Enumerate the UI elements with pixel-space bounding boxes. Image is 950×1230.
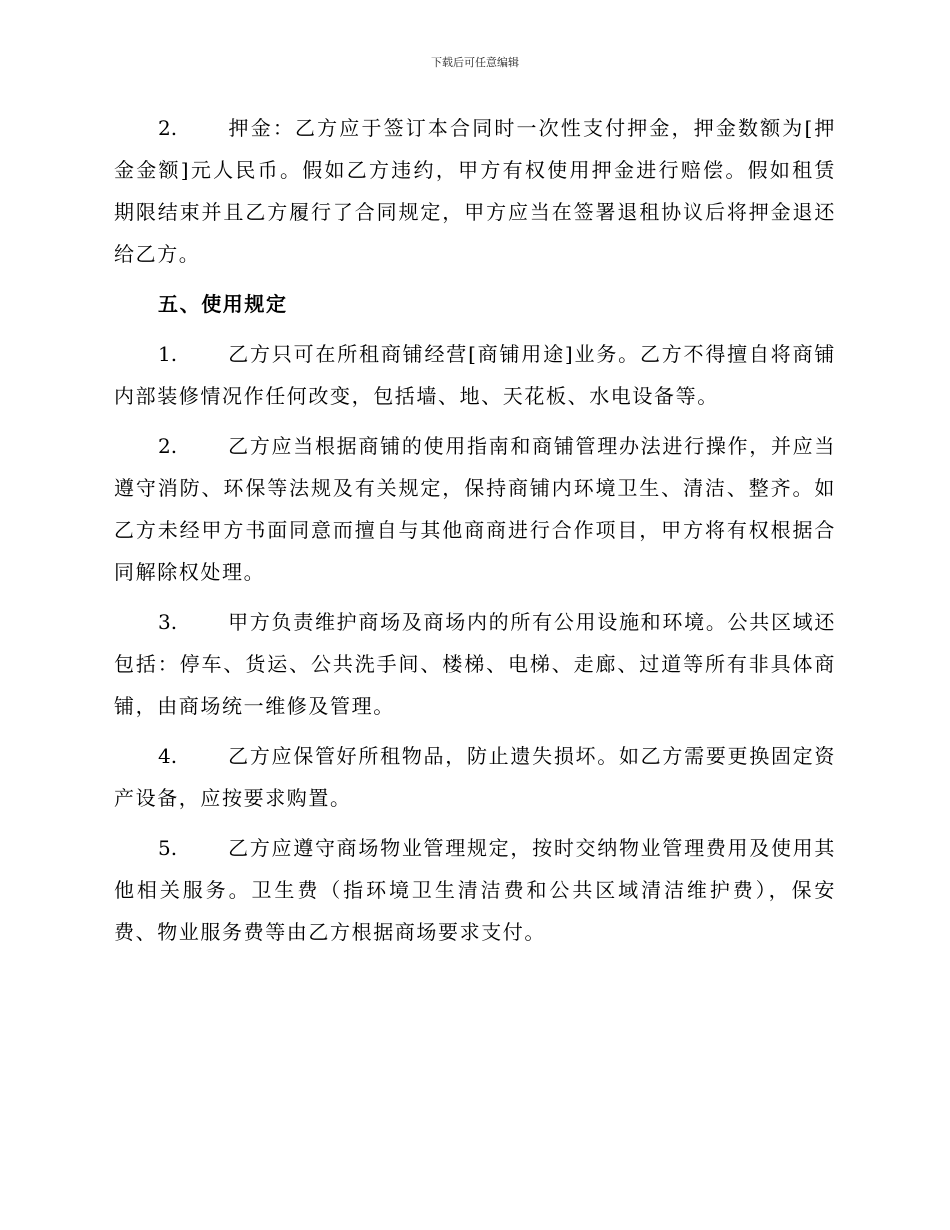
- clause-number: 5.: [158, 836, 178, 860]
- clause-text: 乙方应当根据商铺的使用指南和商铺管理办法进行操作，并应当遵守消防、环保等法规及有关规定，保持商铺内环境卫生、清洁、整齐。如乙方未经甲方书面同意而擅自与其他商商进行合作项目，甲方将有权根据合同解除权处理。: [114, 434, 836, 584]
- deposit-clause: [114, 107, 836, 275]
- clause-text: 乙方应保管好所租物品，防止遗失损坏。如乙方需要更换固定资产设备，应按要求购置。: [114, 744, 836, 810]
- clause-text: 甲方负责维护商场及商场内的所有公用设施和环境。公共区域还包括：停车、货运、公共洗手间、楼梯、电梯、走廊、过道等所有非具体商铺，由商场统一维修及管理。: [114, 610, 836, 718]
- clause-text: 乙方只可在所租商铺经营[商铺用途]业务。乙方不得擅自将商铺内部装修情况作任何改变，包括墙、地、天花板、水电设备等。: [114, 342, 836, 408]
- clause-number: 2.: [158, 434, 178, 458]
- page-header: 下载后可任意编辑: [431, 56, 519, 69]
- usage-clause-3: [114, 601, 836, 727]
- usage-clause-2: [114, 425, 836, 593]
- usage-clause-5: [114, 827, 836, 953]
- clause-number: 3.: [158, 610, 178, 634]
- clause-number: 1.: [158, 342, 178, 366]
- clause-number: 4.: [158, 744, 178, 768]
- usage-clause-1: [114, 333, 836, 417]
- clause-text: 押金：乙方应于签订本合同时一次性支付押金，押金数额为[押金金额]元人民币。假如乙方违约，甲方有权使用押金进行赔偿。假如租赁期限结束并且乙方履行了合同规定，甲方应当在签署退租协议后将押金退还给乙方。: [114, 116, 836, 266]
- clause-text: 乙方应遵守商场物业管理规定，按时交纳物业管理费用及使用其他相关服务。卫生费（指环境卫生清洁费和公共区域清洁维护费），保安费、物业服务费等由乙方根据商场要求支付。: [114, 836, 836, 944]
- usage-clause-4: [114, 735, 836, 819]
- clause-number: 2.: [158, 116, 178, 140]
- document-body: [114, 107, 836, 961]
- section-title: 五、使用规定: [158, 292, 288, 316]
